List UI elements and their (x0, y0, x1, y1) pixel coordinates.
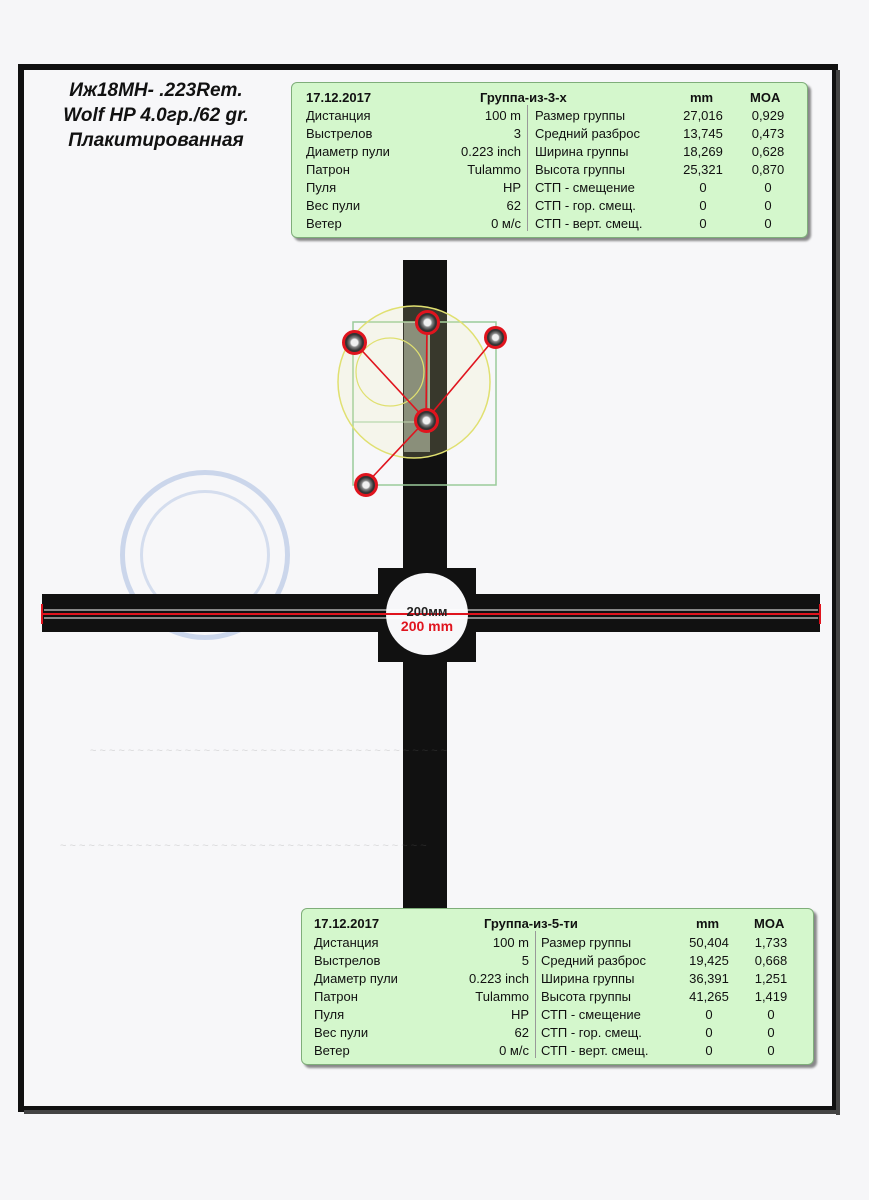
stat-label: Пуля (314, 1007, 345, 1022)
metric-label: Ширина группы (541, 971, 635, 986)
bullet-hole (342, 330, 367, 355)
stat-value: HP (510, 1007, 529, 1022)
stats-row (302, 970, 813, 987)
group-3-stats-panel (291, 82, 808, 238)
metric-moa: 0 (767, 1025, 775, 1040)
metric-mm: 27,016 (683, 108, 723, 123)
metric-label: СТП - смещение (541, 1007, 641, 1022)
metric-mm: 0 (699, 180, 707, 195)
stats-row (302, 1024, 813, 1041)
metric-mm: 0 (699, 198, 707, 213)
stat-value: HP (502, 180, 521, 195)
stat-label: Ветер (306, 216, 342, 231)
metric-label: Высота группы (541, 989, 632, 1004)
stats-row (302, 1042, 813, 1059)
panel-date: 17.12.2017 (306, 90, 372, 105)
stat-label: Пуля (306, 180, 337, 195)
metric-moa: 0,668 (754, 953, 788, 968)
metric-moa: 0,473 (751, 126, 785, 141)
stats-row (302, 1006, 813, 1023)
col-header-mm: mm (690, 90, 714, 105)
metric-moa: 0,870 (751, 162, 785, 177)
metric-mm: 0 (699, 216, 707, 231)
metric-moa: 0,929 (751, 108, 785, 123)
metric-moa: 1,419 (754, 989, 788, 1004)
metric-mm: 0 (705, 1025, 713, 1040)
stats-row (292, 197, 807, 214)
metric-mm: 19,425 (689, 953, 729, 968)
stat-label: Диаметр пули (314, 971, 398, 986)
stats-row (302, 988, 813, 1005)
title-line-ammo: Wolf HP 4.0гр./62 gr. (63, 105, 249, 126)
metric-mm: 0 (705, 1007, 713, 1022)
metric-label: Средний разброс (535, 126, 640, 141)
metric-moa: 0 (764, 198, 772, 213)
metric-mm: 50,404 (689, 935, 729, 950)
stat-value: 5 (521, 953, 529, 968)
stat-label: Выстрелов (306, 126, 373, 141)
bullet-hole (414, 408, 439, 433)
stat-value: 62 (506, 198, 521, 213)
stats-row (292, 125, 807, 142)
stat-label: Выстрелов (314, 953, 381, 968)
metric-moa: 0 (764, 216, 772, 231)
stat-label: Дистанция (314, 935, 379, 950)
stat-value: Tulammo (467, 162, 521, 177)
metric-moa: 0 (767, 1007, 775, 1022)
metric-label: СТП - верт. смещ. (535, 216, 643, 231)
stat-label: Патрон (314, 989, 358, 1004)
metric-label: Средний разброс (541, 953, 646, 968)
group-5-stats-panel (301, 908, 814, 1065)
panel-date: 17.12.2017 (314, 916, 380, 931)
metric-label: Размер группы (535, 108, 626, 123)
stats-row (292, 161, 807, 178)
metric-mm: 0 (705, 1043, 713, 1058)
bullet-hole (484, 326, 507, 349)
metric-label: Высота группы (535, 162, 626, 177)
stats-row (292, 215, 807, 232)
group-5-circle (338, 306, 490, 458)
metric-label: Размер группы (541, 935, 632, 950)
stats-row (292, 107, 807, 124)
stat-value: 100 m (484, 108, 521, 123)
metric-label: СТП - гор. смещ. (541, 1025, 642, 1040)
col-header-moa: MOA (750, 90, 781, 105)
stats-row (302, 952, 813, 969)
panel-group-title: Группа-из-5-ти (484, 916, 578, 931)
bullet-hole (415, 310, 440, 335)
stat-label: Диаметр пули (306, 144, 390, 159)
metric-moa: 0,628 (751, 144, 785, 159)
stat-value: 0 м/с (499, 1043, 529, 1058)
metric-label: СТП - верт. смещ. (541, 1043, 649, 1058)
stat-value: 0 м/с (491, 216, 521, 231)
stat-value: 3 (513, 126, 521, 141)
metric-moa: 1,251 (754, 971, 788, 986)
metric-moa: 1,733 (754, 935, 788, 950)
metric-mm: 18,269 (683, 144, 723, 159)
stats-row (302, 934, 813, 951)
stat-value: Tulammo (475, 989, 529, 1004)
metric-label: СТП - смещение (535, 180, 635, 195)
metric-moa: 0 (764, 180, 772, 195)
stat-label: Ветер (314, 1043, 350, 1058)
metric-mm: 41,265 (689, 989, 729, 1004)
stat-value: 0.223 inch (469, 971, 529, 986)
stat-value: 0.223 inch (461, 144, 521, 159)
metric-mm: 36,391 (689, 971, 729, 986)
metric-mm: 25,321 (683, 162, 723, 177)
bullet-hole (354, 473, 378, 497)
metric-mm: 13,745 (683, 126, 723, 141)
stat-value: 100 m (492, 935, 529, 950)
stat-label: Дистанция (306, 108, 371, 123)
bleed-through-text: ~ ~ ~ ~ ~ ~ ~ ~ ~ ~ ~ ~ ~ ~ ~ ~ ~ ~ ~ ~ ~ ~ ~ ~ ~ ~ ~ ~ ~ ~ ~ ~ ~ ~ ~ ~ ~ ~ (90, 745, 448, 757)
stats-row (292, 143, 807, 160)
stat-value: 62 (514, 1025, 529, 1040)
stat-label: Вес пули (306, 198, 361, 213)
title-line-rifle: Иж18МН- .223Rem. (69, 80, 243, 101)
col-header-mm: mm (696, 916, 720, 931)
stats-row (292, 179, 807, 196)
stat-label: Патрон (306, 162, 350, 177)
metric-label: Ширина группы (535, 144, 629, 159)
stat-label: Вес пули (314, 1025, 369, 1040)
bleed-through-text: ~ ~ ~ ~ ~ ~ ~ ~ ~ ~ ~ ~ ~ ~ ~ ~ ~ ~ ~ ~ ~ ~ ~ ~ ~ ~ ~ ~ ~ ~ ~ ~ ~ ~ ~ ~ ~ ~ ~ (60, 840, 427, 852)
measure-label: 200 mm (400, 618, 454, 634)
center-label-small: 200мм (406, 604, 448, 619)
title-line-coating: Плакитированная (68, 130, 244, 151)
panel-group-title: Группа-из-3-х (480, 90, 567, 105)
metric-label: СТП - гор. смещ. (535, 198, 636, 213)
col-header-moa: MOA (754, 916, 785, 931)
metric-moa: 0 (767, 1043, 775, 1058)
